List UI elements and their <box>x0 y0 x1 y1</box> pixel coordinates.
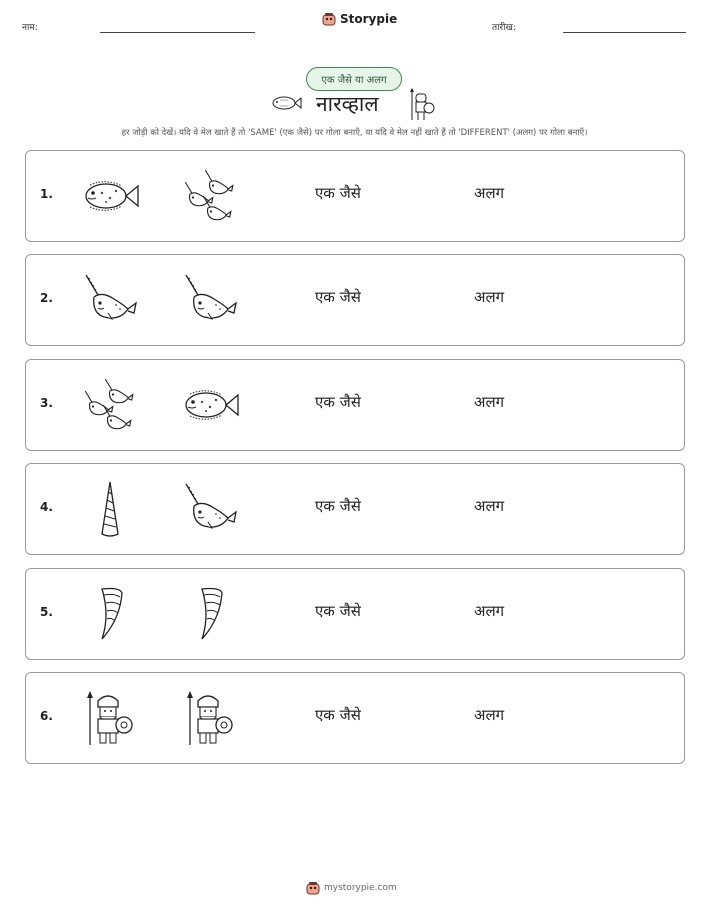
flatfish-icon <box>180 376 240 434</box>
question-number: 2. <box>40 291 53 306</box>
horn-icon <box>180 585 240 643</box>
viking-warrior-icon <box>80 689 140 747</box>
worksheet-title: नारव्हाल <box>316 92 379 116</box>
storypie-mascot-icon <box>306 881 320 895</box>
narwhal-icon <box>180 480 240 538</box>
footer <box>306 881 397 895</box>
date-line[interactable] <box>563 32 686 33</box>
viking-warrior-icon <box>180 689 240 747</box>
narwhal-icon <box>180 271 240 329</box>
viking-warrior-icon <box>408 88 436 122</box>
date-label: तारीख: <box>492 23 516 33</box>
same-option[interactable]: एक जैसे <box>315 497 361 516</box>
different-option[interactable]: अलग <box>474 184 505 202</box>
different-option[interactable]: अलग <box>474 601 505 620</box>
question-card <box>25 359 685 451</box>
question-card <box>25 254 685 346</box>
different-option[interactable]: अलग <box>474 288 505 307</box>
question-card <box>25 463 685 555</box>
flatfish-icon <box>270 94 302 112</box>
horn-icon <box>80 585 140 643</box>
same-option[interactable]: एक जैसे <box>315 706 361 724</box>
instructions: हर जोड़ी को देखें। यदि वे मेल खाते हैं तो 'SAME' (एक जैसे) पर गोला बनाएँ, या यदि वे मेल नहीं खाते हैं तो 'DIFFERENT' (अलग) पर गोला बनाएँ। <box>121 128 588 138</box>
question-card <box>25 150 685 242</box>
different-option[interactable]: अलग <box>474 497 505 516</box>
same-option[interactable]: एक जैसे <box>315 392 361 411</box>
footer-url[interactable]: mystorypie.com <box>324 883 397 893</box>
narwhal-group-icon <box>80 376 140 434</box>
same-option[interactable]: एक जैसे <box>315 184 361 202</box>
flatfish-icon <box>80 167 140 225</box>
question-number: 4. <box>40 500 53 515</box>
storypie-mascot-icon <box>322 12 336 26</box>
question-number: 6. <box>40 709 53 723</box>
same-option[interactable]: एक जैसे <box>315 601 361 620</box>
brand-logo <box>322 12 397 26</box>
question-number: 3. <box>40 395 53 410</box>
different-option[interactable]: अलग <box>474 706 505 724</box>
question-card <box>25 568 685 660</box>
question-number: 5. <box>40 604 53 619</box>
question-number: 1. <box>40 187 53 201</box>
tusk-icon <box>80 480 140 538</box>
brand-name: Storypie <box>340 12 398 26</box>
narwhal-icon <box>80 271 140 329</box>
name-line[interactable] <box>100 32 255 33</box>
worksheet-tag: एक जैसे या अलग <box>306 67 402 91</box>
name-label: नाम: <box>22 23 38 33</box>
different-option[interactable]: अलग <box>474 392 505 411</box>
same-option[interactable]: एक जैसे <box>315 288 361 307</box>
narwhal-group-icon <box>180 167 240 225</box>
question-card <box>25 672 685 764</box>
